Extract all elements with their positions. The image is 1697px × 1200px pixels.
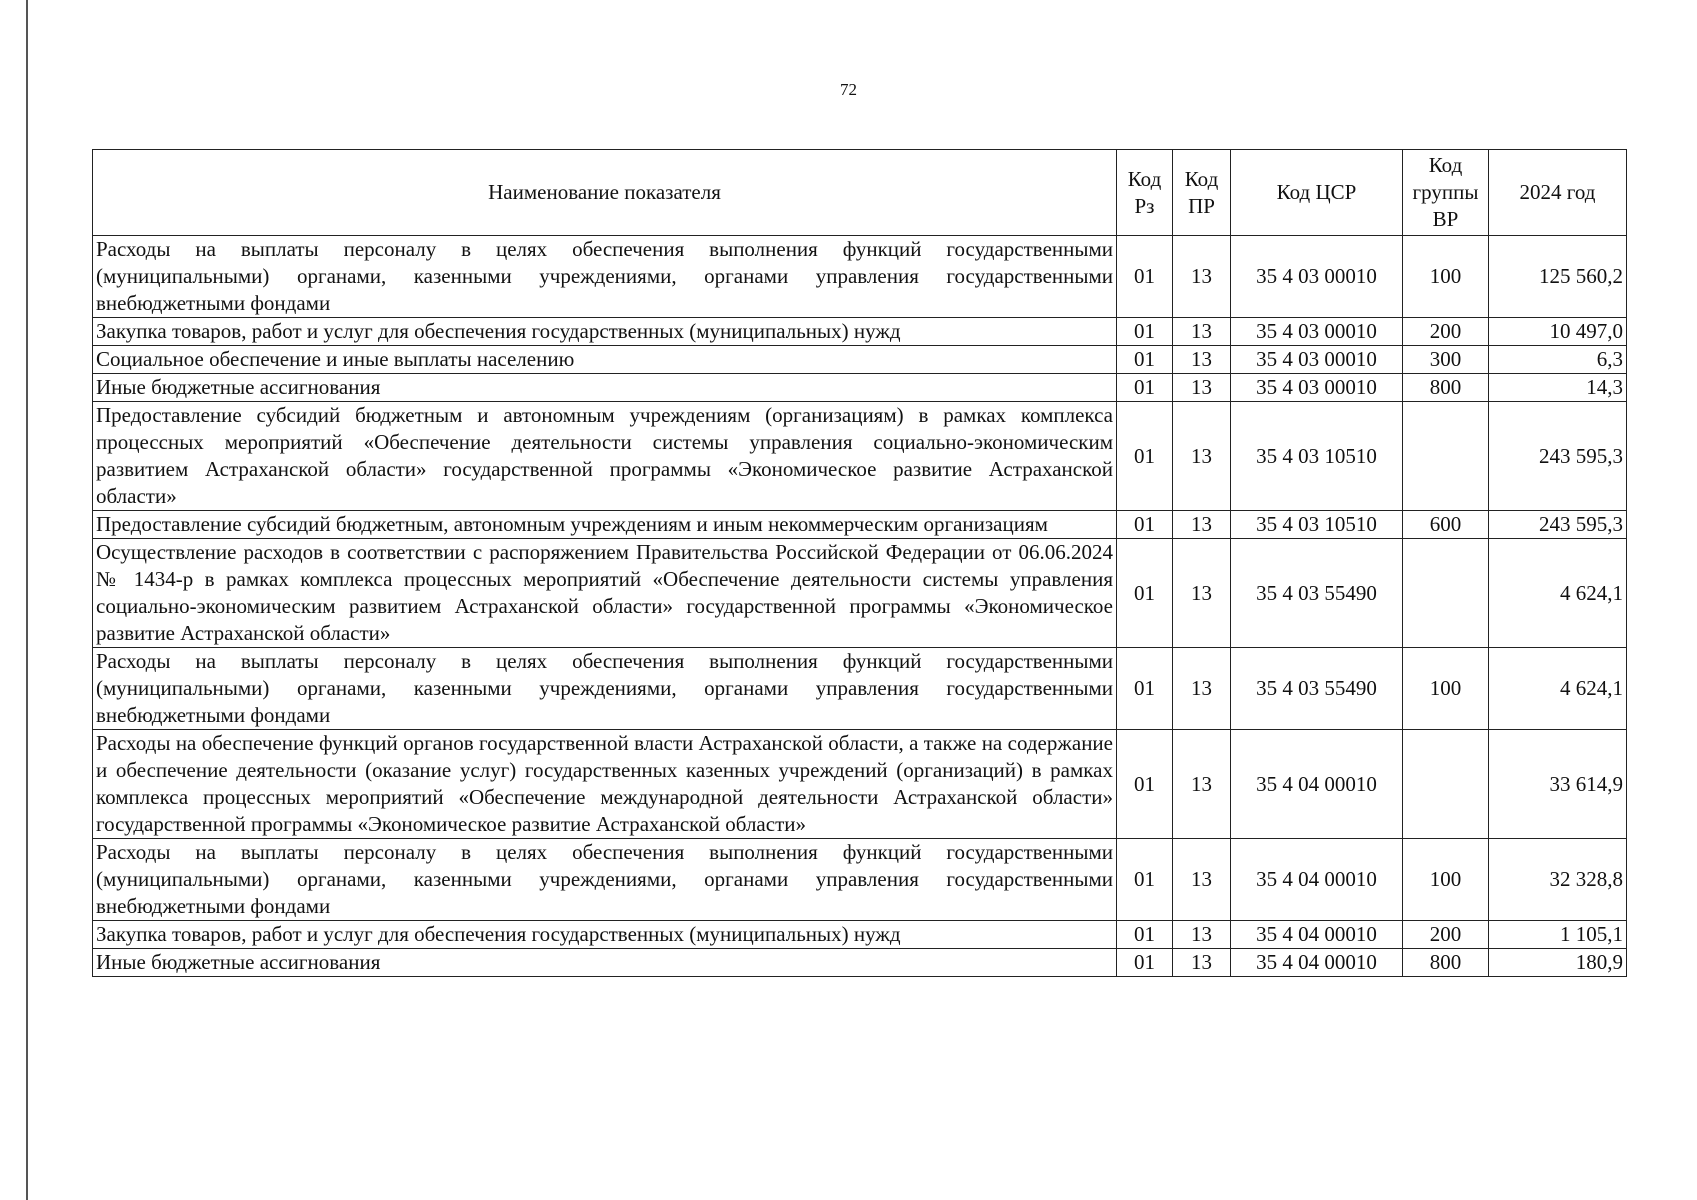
row-code-vr: 100: [1403, 648, 1489, 730]
row-code-vr: 300: [1403, 346, 1489, 374]
row-code-vr: 200: [1403, 318, 1489, 346]
row-code-rz: 01: [1117, 511, 1173, 539]
table-row: [93, 730, 1627, 839]
header-year-2024: 2024 год: [1489, 150, 1627, 236]
row-amount-2024: 243 595,3: [1489, 511, 1627, 539]
row-code-rz: 01: [1117, 648, 1173, 730]
row-code-rz: 01: [1117, 402, 1173, 511]
table-row: [93, 511, 1627, 539]
table-row: [93, 402, 1627, 511]
row-code-csr: 35 4 03 00010: [1231, 346, 1403, 374]
row-code-vr: 200: [1403, 921, 1489, 949]
table-row: [93, 648, 1627, 730]
row-code-vr: [1403, 730, 1489, 839]
row-amount-2024: 1 105,1: [1489, 921, 1627, 949]
binding-margin-line: [26, 0, 28, 1200]
row-indicator-name: Иные бюджетные ассигнования: [93, 949, 1117, 977]
row-indicator-name: Предоставление субсидий бюджетным и автономным учреждениям (организациям) в рамках комплекса процессных мероприятий «Обеспечение деятельности системы управления социально-экономическим развитием Астраханской области» государственной программы «Экономическое развитие Астраханской области»: [93, 402, 1117, 511]
row-indicator-name: Социальное обеспечение и иные выплаты населению: [93, 346, 1117, 374]
row-amount-2024: 10 497,0: [1489, 318, 1627, 346]
row-code-rz: 01: [1117, 374, 1173, 402]
row-code-rz: 01: [1117, 318, 1173, 346]
header-code-csr: Код ЦСР: [1231, 150, 1403, 236]
row-amount-2024: 14,3: [1489, 374, 1627, 402]
row-code-vr: 100: [1403, 839, 1489, 921]
row-code-rz: 01: [1117, 921, 1173, 949]
row-code-vr: 800: [1403, 374, 1489, 402]
row-code-pr: 13: [1173, 374, 1231, 402]
row-amount-2024: 243 595,3: [1489, 402, 1627, 511]
row-indicator-name: Расходы на выплаты персоналу в целях обеспечения выполнения функций государственными (муниципальными) органами, казенными учреждениями, органами управления государственными внебюджетными фондами: [93, 236, 1117, 318]
row-code-pr: 13: [1173, 648, 1231, 730]
row-code-csr: 35 4 03 00010: [1231, 318, 1403, 346]
row-indicator-name: Расходы на выплаты персоналу в целях обеспечения выполнения функций государственными (муниципальными) органами, казенными учреждениями, органами управления государственными внебюджетными фондами: [93, 648, 1117, 730]
header-code-rz: Код Рз: [1117, 150, 1173, 236]
row-code-pr: 13: [1173, 236, 1231, 318]
row-code-pr: 13: [1173, 730, 1231, 839]
header-code-vr: Код группы ВР: [1403, 150, 1489, 236]
header-indicator-name: Наименование показателя: [93, 150, 1117, 236]
row-code-rz: 01: [1117, 949, 1173, 977]
row-code-csr: 35 4 03 00010: [1231, 374, 1403, 402]
page-number: 72: [840, 80, 857, 99]
row-code-pr: 13: [1173, 949, 1231, 977]
table-row: [93, 839, 1627, 921]
row-indicator-name: Расходы на выплаты персоналу в целях обеспечения выполнения функций государственными (муниципальными) органами, казенными учреждениями, органами управления государственными внебюджетными фондами: [93, 839, 1117, 921]
row-indicator-name: Расходы на обеспечение функций органов государственной власти Астраханской области, а также на содержание и обеспечение деятельности (оказание услуг) государственных казенных учреждений (организаций) в рамках комплекса процессных мероприятий «Обеспечение международной деятельности Астраханской области» государственной программы «Экономическое развитие Астраханской области»: [93, 730, 1117, 839]
row-amount-2024: 33 614,9: [1489, 730, 1627, 839]
row-indicator-name: Закупка товаров, работ и услуг для обеспечения государственных (муниципальных) нужд: [93, 921, 1117, 949]
row-code-vr: [1403, 539, 1489, 648]
row-code-rz: 01: [1117, 839, 1173, 921]
row-code-csr: 35 4 03 10510: [1231, 402, 1403, 511]
budget-table: [92, 149, 1627, 977]
row-code-vr: [1403, 402, 1489, 511]
table-row: [93, 236, 1627, 318]
table-row: [93, 949, 1627, 977]
row-amount-2024: 125 560,2: [1489, 236, 1627, 318]
row-code-rz: 01: [1117, 539, 1173, 648]
row-code-csr: 35 4 04 00010: [1231, 839, 1403, 921]
row-code-pr: 13: [1173, 318, 1231, 346]
row-code-csr: 35 4 04 00010: [1231, 921, 1403, 949]
table-header-row: [93, 150, 1627, 236]
row-code-csr: 35 4 03 10510: [1231, 511, 1403, 539]
table-row: [93, 346, 1627, 374]
row-amount-2024: 180,9: [1489, 949, 1627, 977]
row-code-rz: 01: [1117, 236, 1173, 318]
row-code-pr: 13: [1173, 921, 1231, 949]
row-indicator-name: Предоставление субсидий бюджетным, автономным учреждениям и иным некоммерческим организациям: [93, 511, 1117, 539]
table-row: [93, 539, 1627, 648]
row-amount-2024: 4 624,1: [1489, 539, 1627, 648]
row-code-vr: 100: [1403, 236, 1489, 318]
row-code-csr: 35 4 03 00010: [1231, 236, 1403, 318]
row-code-pr: 13: [1173, 839, 1231, 921]
row-code-csr: 35 4 04 00010: [1231, 730, 1403, 839]
row-code-vr: 600: [1403, 511, 1489, 539]
row-code-pr: 13: [1173, 511, 1231, 539]
row-code-csr: 35 4 04 00010: [1231, 949, 1403, 977]
row-indicator-name: Осуществление расходов в соответствии с распоряжением Правительства Российской Федерации от 06.06.2024 № 1434-р в рамках комплекса процессных мероприятий «Обеспечение деятельности системы управления социально-экономическим развитием Астраханской области» государственной программы «Экономическое развитие Астраханской области»: [93, 539, 1117, 648]
row-code-pr: 13: [1173, 346, 1231, 374]
header-code-pr: Код ПР: [1173, 150, 1231, 236]
row-code-rz: 01: [1117, 346, 1173, 374]
row-code-pr: 13: [1173, 402, 1231, 511]
table-row: [93, 374, 1627, 402]
row-indicator-name: Иные бюджетные ассигнования: [93, 374, 1117, 402]
table-row: [93, 921, 1627, 949]
row-amount-2024: 4 624,1: [1489, 648, 1627, 730]
row-amount-2024: 32 328,8: [1489, 839, 1627, 921]
row-code-vr: 800: [1403, 949, 1489, 977]
row-code-csr: 35 4 03 55490: [1231, 539, 1403, 648]
row-code-pr: 13: [1173, 539, 1231, 648]
row-indicator-name: Закупка товаров, работ и услуг для обеспечения государственных (муниципальных) нужд: [93, 318, 1117, 346]
row-amount-2024: 6,3: [1489, 346, 1627, 374]
table-row: [93, 318, 1627, 346]
row-code-rz: 01: [1117, 730, 1173, 839]
row-code-csr: 35 4 03 55490: [1231, 648, 1403, 730]
